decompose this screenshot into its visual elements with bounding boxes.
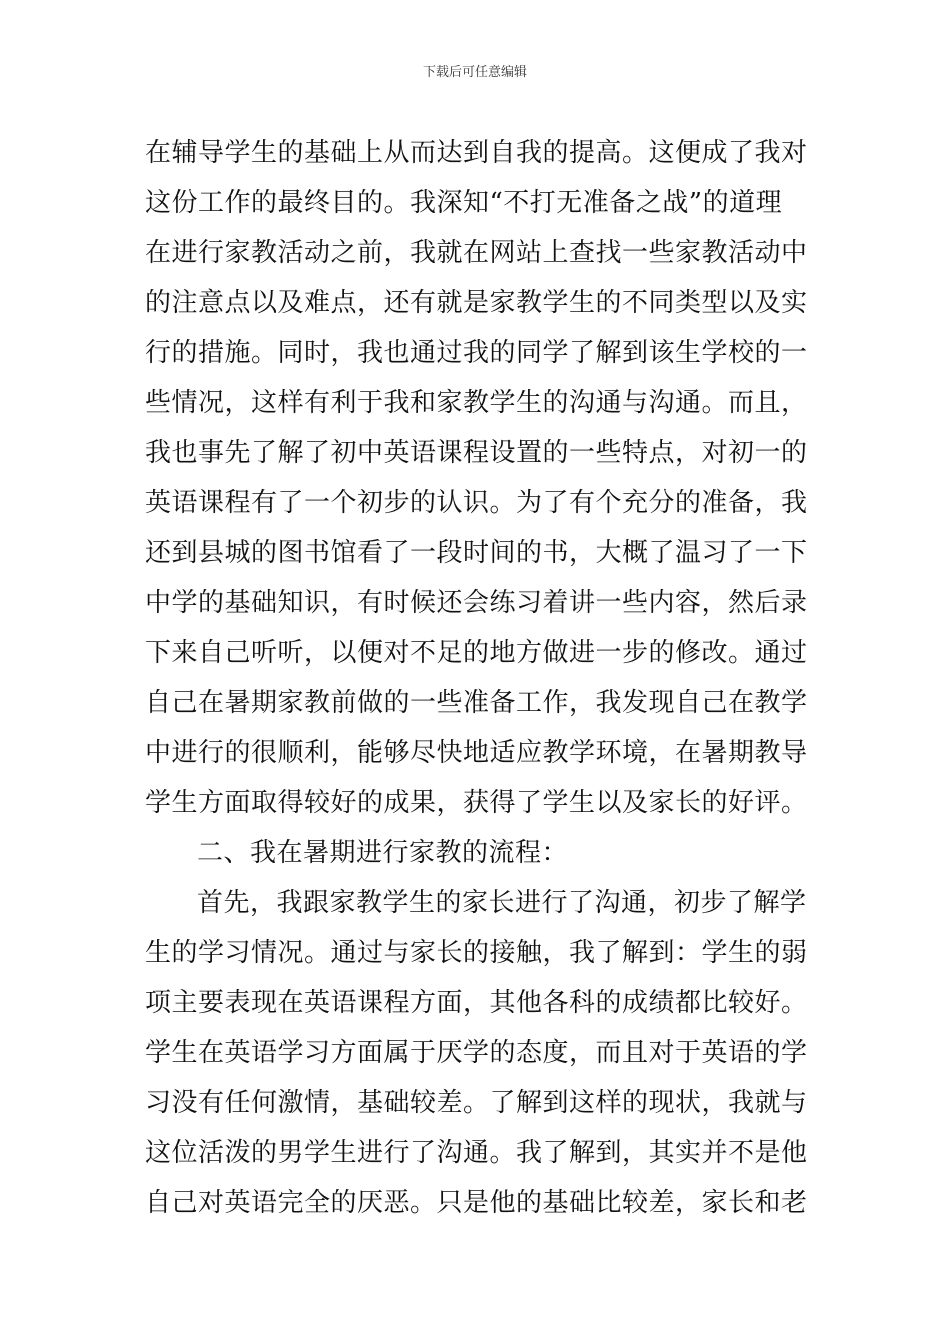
text-line: 在辅导学生的基础上从而达到自我的提高。这便成了我对 [145, 138, 808, 168]
text-line: 学生方面取得较好的成果，获得了学生以及家长的好评。 [145, 788, 808, 818]
text-line: 项主要表现在英语课程方面，其他各科的成绩都比较好。 [145, 988, 808, 1018]
text-line: 行的措施。同时，我也通过我的同学了解到该生学校的一 [145, 338, 808, 368]
text-line: 中学的基础知识，有时候还会练习着讲一些内容，然后录 [145, 588, 808, 618]
text-line: 生的学习情况。通过与家长的接触，我了解到：学生的弱 [145, 938, 808, 968]
section-heading: 二、我在暑期进行家教的流程： [197, 838, 569, 868]
text-line: 我也事先了解了初中英语课程设置的一些特点，对初一的 [145, 438, 808, 468]
page-header: 下载后可任意编辑 [422, 65, 527, 80]
text-line: 中进行的很顺利，能够尽快地适应教学环境，在暑期教导 [145, 738, 808, 768]
text-line: 自己对英语完全的厌恶。只是他的基础比较差，家长和老 [145, 1188, 808, 1218]
text-line: 在进行家教活动之前，我就在网站上查找一些家教活动中 [145, 238, 808, 268]
text-line: 还到县城的图书馆看了一段时间的书，大概了温习了一下 [145, 538, 808, 568]
paragraph-first-line: 首先，我跟家教学生的家长进行了沟通，初步了解学 [197, 888, 807, 918]
text-line: 的注意点以及难点，还有就是家教学生的不同类型以及实 [145, 288, 808, 318]
text-line: 下来自己听听，以便对不足的地方做进一步的修改。通过 [145, 638, 808, 668]
body-text [145, 128, 810, 1228]
text-line: 这位活泼的男学生进行了沟通。我了解到，其实并不是他 [145, 1138, 808, 1168]
text-line: 英语课程有了一个初步的认识。为了有个充分的准备，我 [145, 488, 808, 518]
text-line: 习没有任何激情，基础较差。了解到这样的现状，我就与 [145, 1088, 808, 1118]
text-line: 些情况，这样有利于我和家教学生的沟通与沟通。而且， [145, 388, 808, 418]
text-line: 这份工作的最终目的。我深知“不打无准备之战”的道理 [145, 188, 783, 218]
text-line: 学生在英语学习方面属于厌学的态度，而且对于英语的学 [145, 1038, 808, 1068]
text-line: 自己在暑期家教前做的一些准备工作，我发现自己在教学 [145, 688, 808, 718]
